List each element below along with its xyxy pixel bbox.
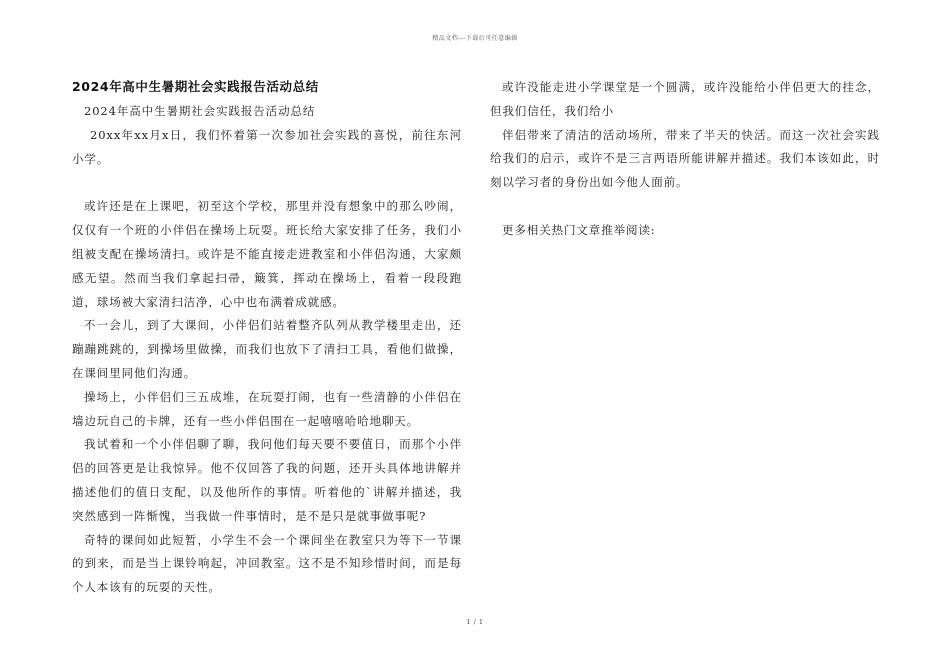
blank-line [490, 195, 880, 219]
body-paragraph: 不一会儿，到了大课间，小伴侣们站着整齐队列从教学楼里走出，还蹦蹦跳跳的，到操场里做操，而我们也放下了清扫工具，看他们做操，在课间里同他们沟通。 [72, 318, 462, 380]
page-header-note: 精品文档---下载后可任意编辑 [432, 35, 518, 42]
blank-line [72, 171, 462, 195]
document-title: 2024年高中生暑期社会实践报告活动总结 [72, 79, 319, 94]
page-number: 1 / 1 [466, 618, 484, 626]
more-reading-label: 更多相关热门文章推举阅读: [502, 222, 656, 237]
body-paragraph: 或许没能走进小学课堂是一个圆满，或许没能给小伴侣更大的挂念，但我们信任，我们给小 [490, 80, 880, 118]
body-paragraph: 操场上，小伴侣们三五成堆，在玩耍打闹，也有一些清静的小伴侣在墙边玩自己的卡牌，还有一些小伴侣围在一起嘻嘻哈哈地聊天。 [72, 389, 462, 428]
body-paragraph: 或许还是在上课吧，初至这个学校，那里并没有想象中的那么吵闹，仅仅有一个班的小伴侣在操场上玩耍。班长给大家安排了任务，我们小组被支配在操场清扫。或许是不能直接走进教室和小伴侣沟通，大家颇感无望。然而当我们拿起扫帚，簸箕，挥动在操场上，看着一段段跑道，球场被大家清扫洁净，心中也布满着成就感。 [72, 199, 462, 309]
body-paragraph: 伴侣带来了清洁的活动场所，带来了半天的快活。而这一次社会实践给我们的启示，或许不是三言两语所能讲解并描述。我们本该如此，时刻以学习者的身份出如今他人面前。 [490, 127, 880, 190]
date-line: 20xx年xx月x日，我们怀着第一次参加社会实践的喜悦，前往东河小学。 [72, 127, 462, 166]
document-subtitle: 2024年高中生暑期社会实践报告活动总结 [84, 104, 316, 118]
body-paragraph: 奇特的课间如此短暂，小学生不会一个课间坐在教室只为等下一节课的到来，而是当上课铃响起，冲回教室。这不是不知珍惜时间，而是每个人本该有的玩耍的天性。 [72, 532, 462, 595]
right-column [490, 76, 880, 243]
left-column [72, 76, 462, 600]
body-paragraph: 我试着和一个小伴侣聊了聊，我问他们每天要不要值日，而那个小伴侣的回答更是让我惊异。他不仅回答了我的问题，还开头具体地讲解并描述他们的值日支配，以及他所作的事情。听着他的`讲解并描述，我突然感到一阵惭愧，当我做一件事情时，是不是只是就事做事呢? [72, 437, 462, 523]
